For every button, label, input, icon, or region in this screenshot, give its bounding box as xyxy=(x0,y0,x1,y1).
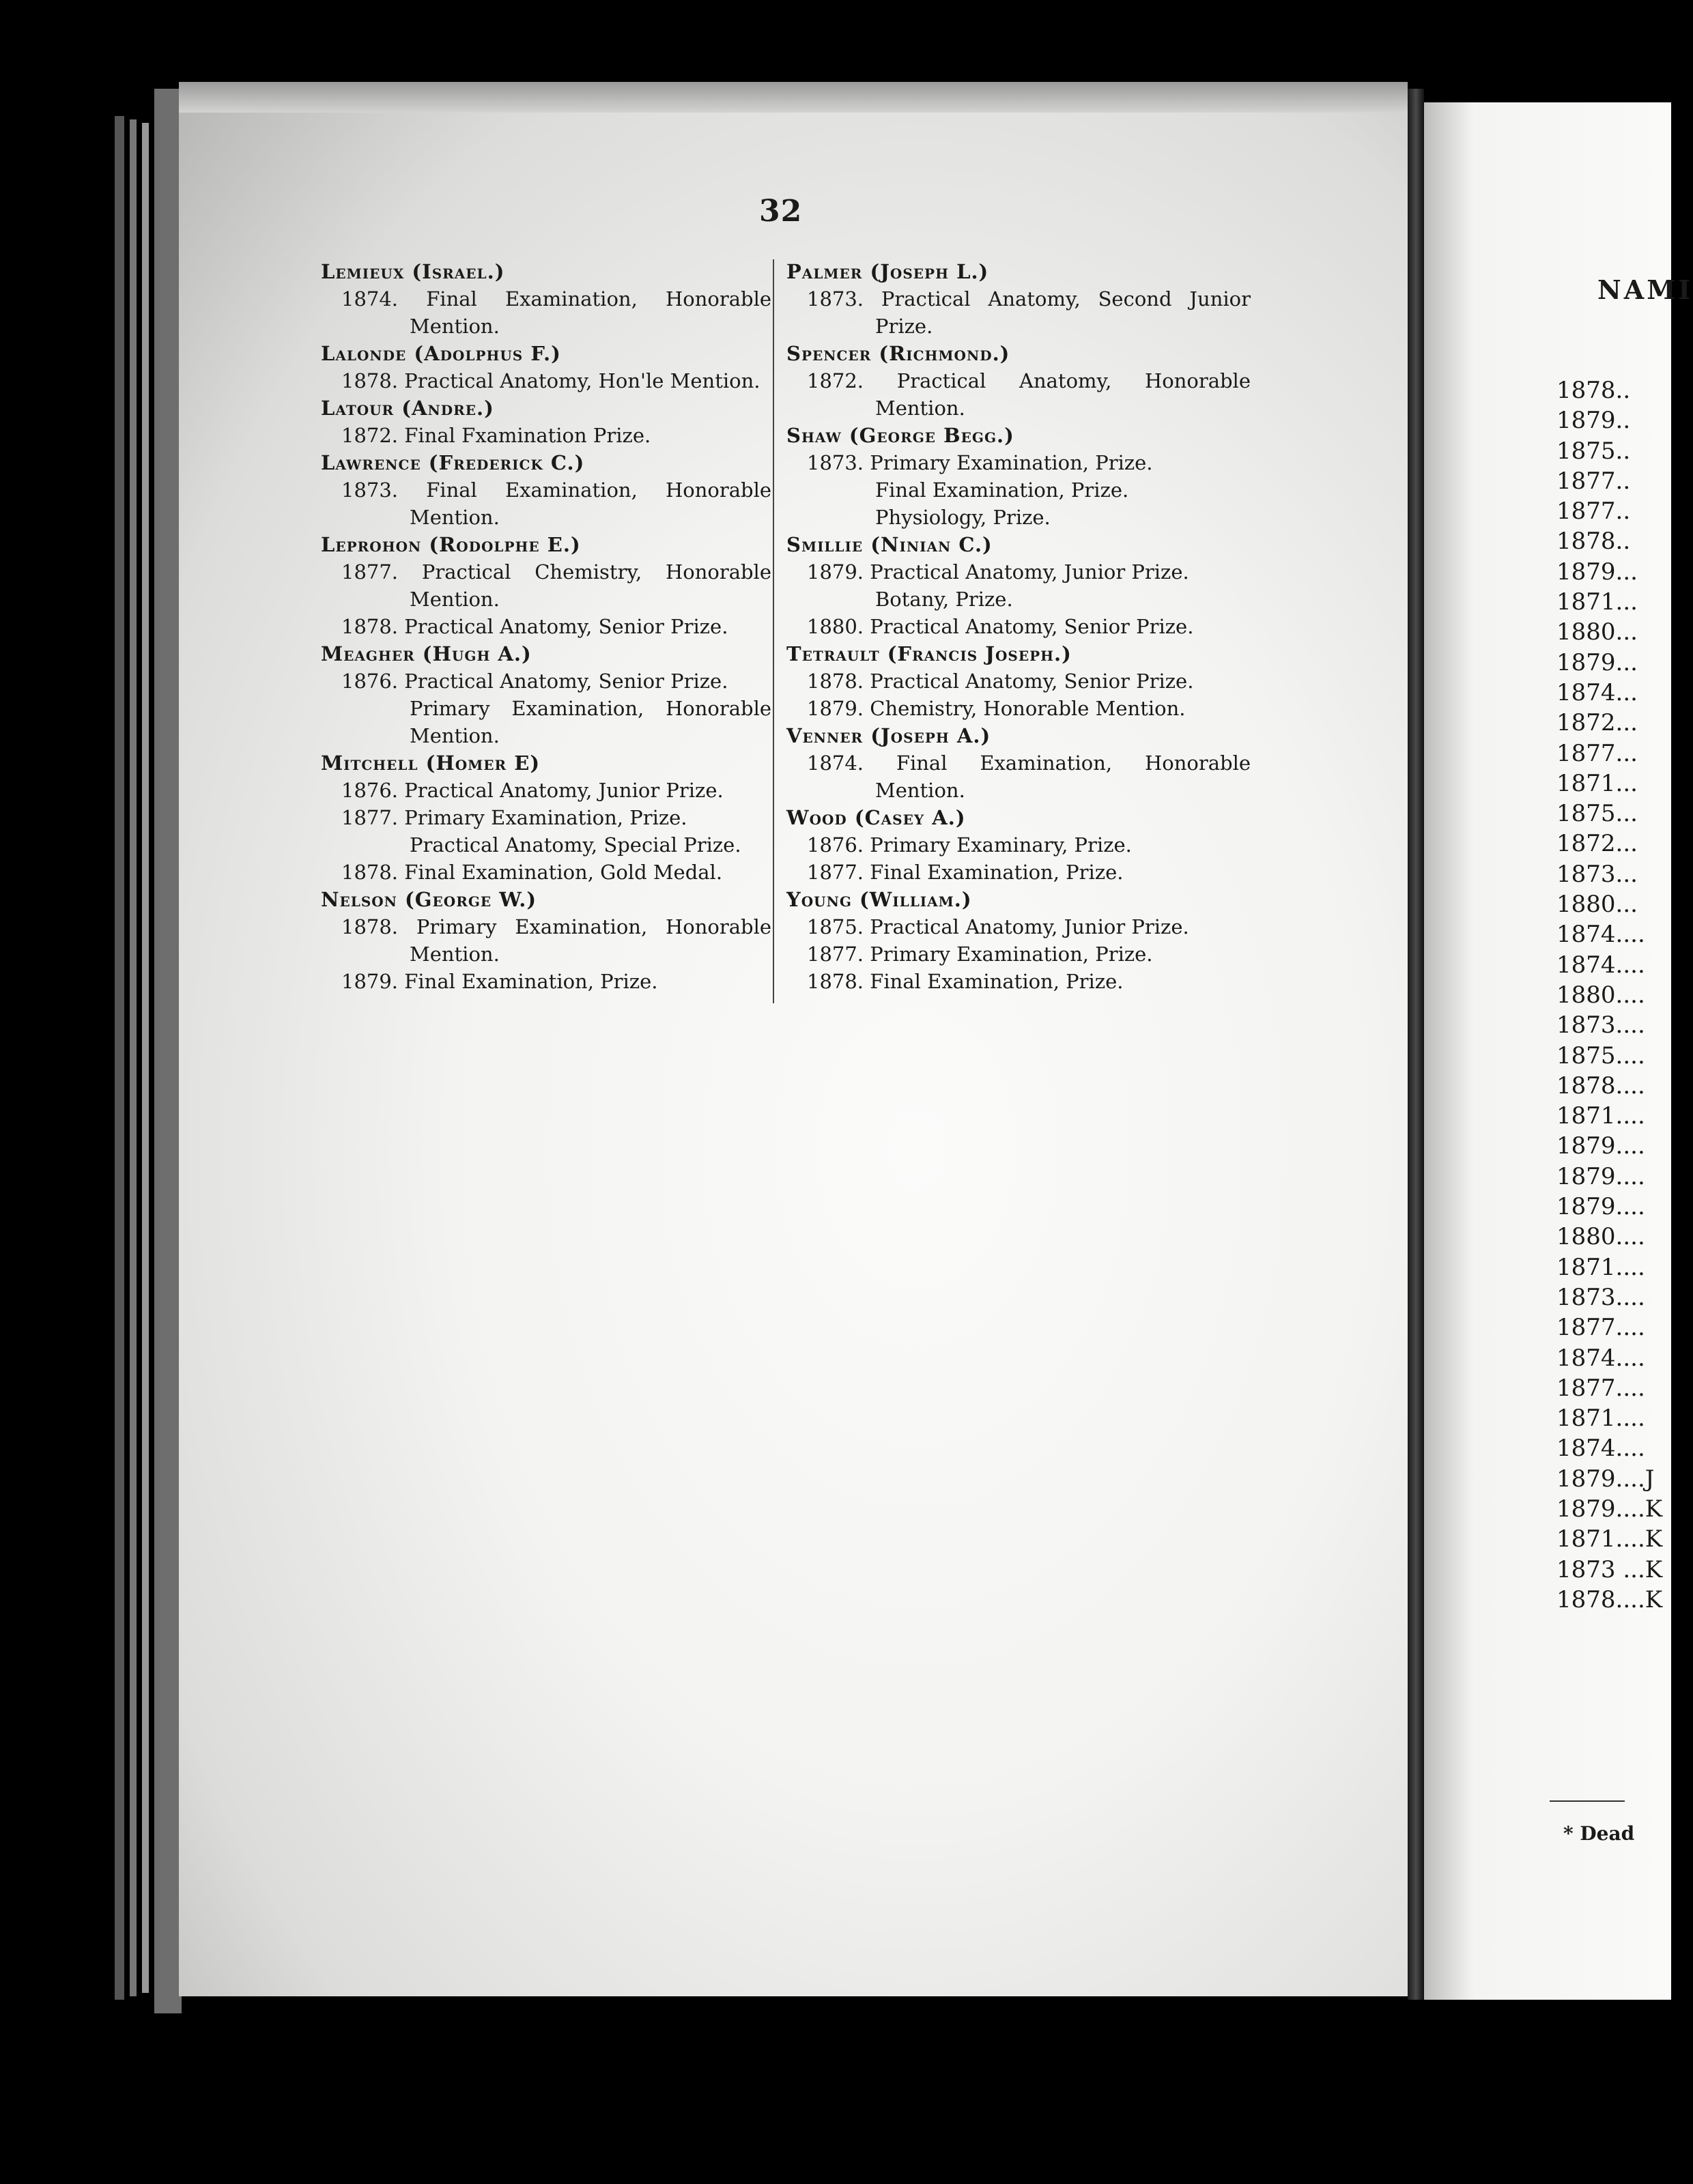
award-text: Practical Anatomy, Senior Prize. xyxy=(870,670,1194,693)
award-line xyxy=(786,367,1251,422)
award-text: Practical Anatomy, Second Junior Prize. xyxy=(875,287,1251,338)
award-line xyxy=(321,613,771,640)
award-year: 1877. xyxy=(341,806,399,829)
award-line xyxy=(786,913,1251,940)
student-name: Lemieux (Israel.) xyxy=(321,260,505,283)
award-text: Primary Examination, Prize. xyxy=(870,943,1153,966)
award-year: 1874. xyxy=(341,287,399,311)
award-line xyxy=(321,804,771,831)
award-line xyxy=(786,285,1251,340)
year-entry: 1879.. xyxy=(1556,407,1631,435)
award-line xyxy=(321,367,771,394)
book-gutter xyxy=(1408,89,1424,2000)
student-name: Venner (Joseph A.) xyxy=(786,724,991,747)
book-edge xyxy=(115,116,124,2000)
award-line xyxy=(321,695,771,749)
award-year: 1880. xyxy=(807,615,864,638)
award-text: Final Examination, Honorable Mention. xyxy=(410,287,772,338)
year-entry: 1877.... xyxy=(1556,1314,1645,1342)
award-year: 1873. xyxy=(807,451,864,474)
award-text: Practical Anatomy, Hon'le Mention. xyxy=(404,369,760,392)
year-entry: 1871....K xyxy=(1556,1525,1663,1553)
honor-entry xyxy=(321,449,771,531)
student-name: Spencer (Richmond.) xyxy=(786,342,1010,365)
book-edge xyxy=(142,123,149,1993)
book-edge xyxy=(130,119,137,1996)
award-year: 1876. xyxy=(341,779,399,802)
award-year: 1873. xyxy=(341,478,399,502)
award-text: Chemistry, Honorable Mention. xyxy=(870,697,1186,720)
award-line xyxy=(321,285,771,340)
left-column xyxy=(321,258,771,995)
award-line xyxy=(786,749,1251,804)
year-entry: 1879.... xyxy=(1556,1132,1645,1160)
award-text: Practical Anatomy, Junior Prize. xyxy=(404,779,724,802)
award-year: 1877. xyxy=(807,861,864,884)
award-year: 1879. xyxy=(807,697,864,720)
year-entry: 1879.... xyxy=(1556,1193,1645,1221)
award-text: Botany, Prize. xyxy=(875,588,1013,611)
year-entry: 1873.... xyxy=(1556,1011,1645,1039)
year-entry: 1880... xyxy=(1556,618,1638,646)
column-divider xyxy=(773,259,774,1003)
award-line xyxy=(321,831,771,859)
student-name: Lawrence (Frederick C.) xyxy=(321,451,585,474)
honor-entry xyxy=(786,804,1251,886)
award-year: 1878. xyxy=(807,670,864,693)
award-year: 1877. xyxy=(341,560,399,584)
award-line xyxy=(321,913,771,968)
year-entry: 1879....J xyxy=(1556,1465,1655,1493)
honor-entry xyxy=(321,340,771,394)
award-text: Final Examination, Gold Medal. xyxy=(404,861,723,884)
award-line xyxy=(786,586,1251,613)
year-entry: 1875... xyxy=(1556,800,1638,828)
year-entry: 1871... xyxy=(1556,769,1638,797)
year-entry: 1871.... xyxy=(1556,1102,1645,1130)
award-year: 1878. xyxy=(341,861,399,884)
year-entry: 1874.... xyxy=(1556,951,1645,979)
honor-entry xyxy=(321,640,771,749)
honor-entry xyxy=(786,340,1251,422)
award-year: 1875. xyxy=(807,915,864,938)
award-year: 1872. xyxy=(341,424,399,447)
year-entry: 1877.. xyxy=(1556,467,1631,495)
year-entry: 1875.... xyxy=(1556,1041,1645,1069)
award-line xyxy=(786,831,1251,859)
award-text: Final Examination, Honorable Mention. xyxy=(875,751,1251,802)
footnote: * Dead xyxy=(1563,1822,1635,1845)
year-entry: 1871.... xyxy=(1556,1405,1645,1433)
award-year: 1879. xyxy=(341,970,399,993)
year-entry: 1875.. xyxy=(1556,437,1631,465)
student-name: Nelson (George W.) xyxy=(321,888,537,911)
award-line xyxy=(321,968,771,995)
honor-entry xyxy=(321,749,771,886)
award-line xyxy=(786,449,1251,476)
year-entry: 1872... xyxy=(1556,830,1638,858)
award-line xyxy=(786,613,1251,640)
award-text: Primary Examination, Prize. xyxy=(870,451,1153,474)
year-entry: 1880.... xyxy=(1556,1223,1645,1251)
award-text: Practical Anatomy, Special Prize. xyxy=(410,833,741,857)
student-name: Mitchell (Homer E) xyxy=(321,751,541,775)
year-entry: 1873... xyxy=(1556,860,1638,888)
year-entry: 1878.. xyxy=(1556,528,1631,556)
award-line xyxy=(786,558,1251,586)
honor-entry xyxy=(786,258,1251,340)
facing-page-year-list xyxy=(1556,375,1673,1615)
year-entry: 1873.... xyxy=(1556,1283,1645,1311)
year-entry: 1877.. xyxy=(1556,498,1631,526)
award-line xyxy=(786,968,1251,995)
award-year: 1872. xyxy=(807,369,864,392)
facing-page-header: NAMI xyxy=(1597,274,1693,305)
year-entry: 1873 ...K xyxy=(1556,1555,1663,1583)
award-line xyxy=(786,504,1251,531)
award-text: Primary Examination, Prize. xyxy=(404,806,687,829)
footnote-rule xyxy=(1550,1800,1625,1802)
page-number: 32 xyxy=(759,194,803,229)
award-year: 1879. xyxy=(807,560,864,584)
award-year: 1873. xyxy=(807,287,864,311)
award-text: Final Examination, Prize. xyxy=(404,970,658,993)
award-text: Primary Examinary, Prize. xyxy=(870,833,1132,857)
book-edge xyxy=(154,89,182,2013)
award-text: Practical Anatomy, Junior Prize. xyxy=(870,560,1189,584)
student-name: Wood (Casey A.) xyxy=(786,806,966,829)
award-year: 1876. xyxy=(807,833,864,857)
award-line xyxy=(321,476,771,531)
honor-entry xyxy=(786,722,1251,804)
honor-entry xyxy=(321,394,771,449)
award-line xyxy=(321,859,771,886)
honor-entry xyxy=(321,886,771,995)
award-text: Final Examination, Honorable Mention. xyxy=(410,478,772,529)
award-line xyxy=(786,476,1251,504)
year-entry: 1878.... xyxy=(1556,1072,1645,1100)
award-year: 1878. xyxy=(341,615,399,638)
award-text: Practical Chemistry, Honorable Mention. xyxy=(410,560,771,611)
award-text: Final Examination, Prize. xyxy=(875,478,1129,502)
award-line xyxy=(786,695,1251,722)
year-entry: 1878....K xyxy=(1556,1585,1663,1613)
award-text: Practical Anatomy, Honorable Mention. xyxy=(875,369,1251,420)
year-entry: 1880... xyxy=(1556,891,1638,919)
honor-entry xyxy=(321,258,771,340)
award-line xyxy=(321,422,771,449)
year-entry: 1874... xyxy=(1556,678,1638,706)
award-line xyxy=(786,667,1251,695)
award-year: 1878. xyxy=(807,970,864,993)
award-text: Primary Examination, Honorable Mention. xyxy=(410,915,772,966)
award-year: 1874. xyxy=(807,751,864,775)
page-top-edge xyxy=(179,82,1408,115)
honor-entry xyxy=(786,886,1251,995)
award-line xyxy=(786,940,1251,968)
honor-entry xyxy=(786,640,1251,722)
year-entry: 1879.... xyxy=(1556,1162,1645,1190)
student-name: Smillie (Ninian C.) xyxy=(786,533,993,556)
award-year: 1877. xyxy=(807,943,864,966)
award-text: Practical Anatomy, Senior Prize. xyxy=(404,670,728,693)
year-entry: 1878.. xyxy=(1556,377,1631,404)
year-entry: 1871.... xyxy=(1556,1253,1645,1281)
year-entry: 1877.... xyxy=(1556,1374,1645,1402)
student-name: Young (William.) xyxy=(786,888,972,911)
award-year: 1876. xyxy=(341,670,399,693)
award-text: Final Examination, Prize. xyxy=(870,861,1124,884)
student-name: Latour (Andre.) xyxy=(321,397,494,420)
student-name: Leprohon (Rodolphe E.) xyxy=(321,533,581,556)
student-name: Shaw (George Begg.) xyxy=(786,424,1014,447)
award-line xyxy=(321,558,771,613)
award-text: Practical Anatomy, Senior Prize. xyxy=(404,615,728,638)
year-entry: 1879....K xyxy=(1556,1495,1663,1523)
year-entry: 1874.... xyxy=(1556,1344,1645,1372)
year-entry: 1874.... xyxy=(1556,921,1645,949)
award-text: Primary Examination, Honorable Mention. xyxy=(410,697,771,747)
year-entry: 1877... xyxy=(1556,739,1638,767)
award-year: 1878. xyxy=(341,915,399,938)
honor-entry xyxy=(786,531,1251,640)
student-name: Palmer (Joseph L.) xyxy=(786,260,989,283)
award-year: 1878. xyxy=(341,369,399,392)
student-name: Tetrault (Francis Joseph.) xyxy=(786,642,1072,665)
award-text: Physiology, Prize. xyxy=(875,506,1051,529)
award-text: Final Examination, Prize. xyxy=(870,970,1124,993)
award-line xyxy=(786,859,1251,886)
year-entry: 1872... xyxy=(1556,709,1638,737)
award-text: Practical Anatomy, Junior Prize. xyxy=(870,915,1189,938)
student-name: Meagher (Hugh A.) xyxy=(321,642,532,665)
honor-entry xyxy=(321,531,771,640)
award-text: Practical Anatomy, Senior Prize. xyxy=(870,615,1194,638)
award-line xyxy=(321,777,771,804)
award-text: Final Fxamination Prize. xyxy=(404,424,651,447)
year-entry: 1879... xyxy=(1556,648,1638,676)
year-entry: 1874.... xyxy=(1556,1435,1645,1463)
year-entry: 1871... xyxy=(1556,588,1638,616)
award-line xyxy=(321,667,771,695)
right-column xyxy=(786,258,1251,995)
year-entry: 1880.... xyxy=(1556,981,1645,1009)
student-name: Lalonde (Adolphus F.) xyxy=(321,342,561,365)
honor-entry xyxy=(786,422,1251,531)
year-entry: 1879... xyxy=(1556,558,1638,586)
